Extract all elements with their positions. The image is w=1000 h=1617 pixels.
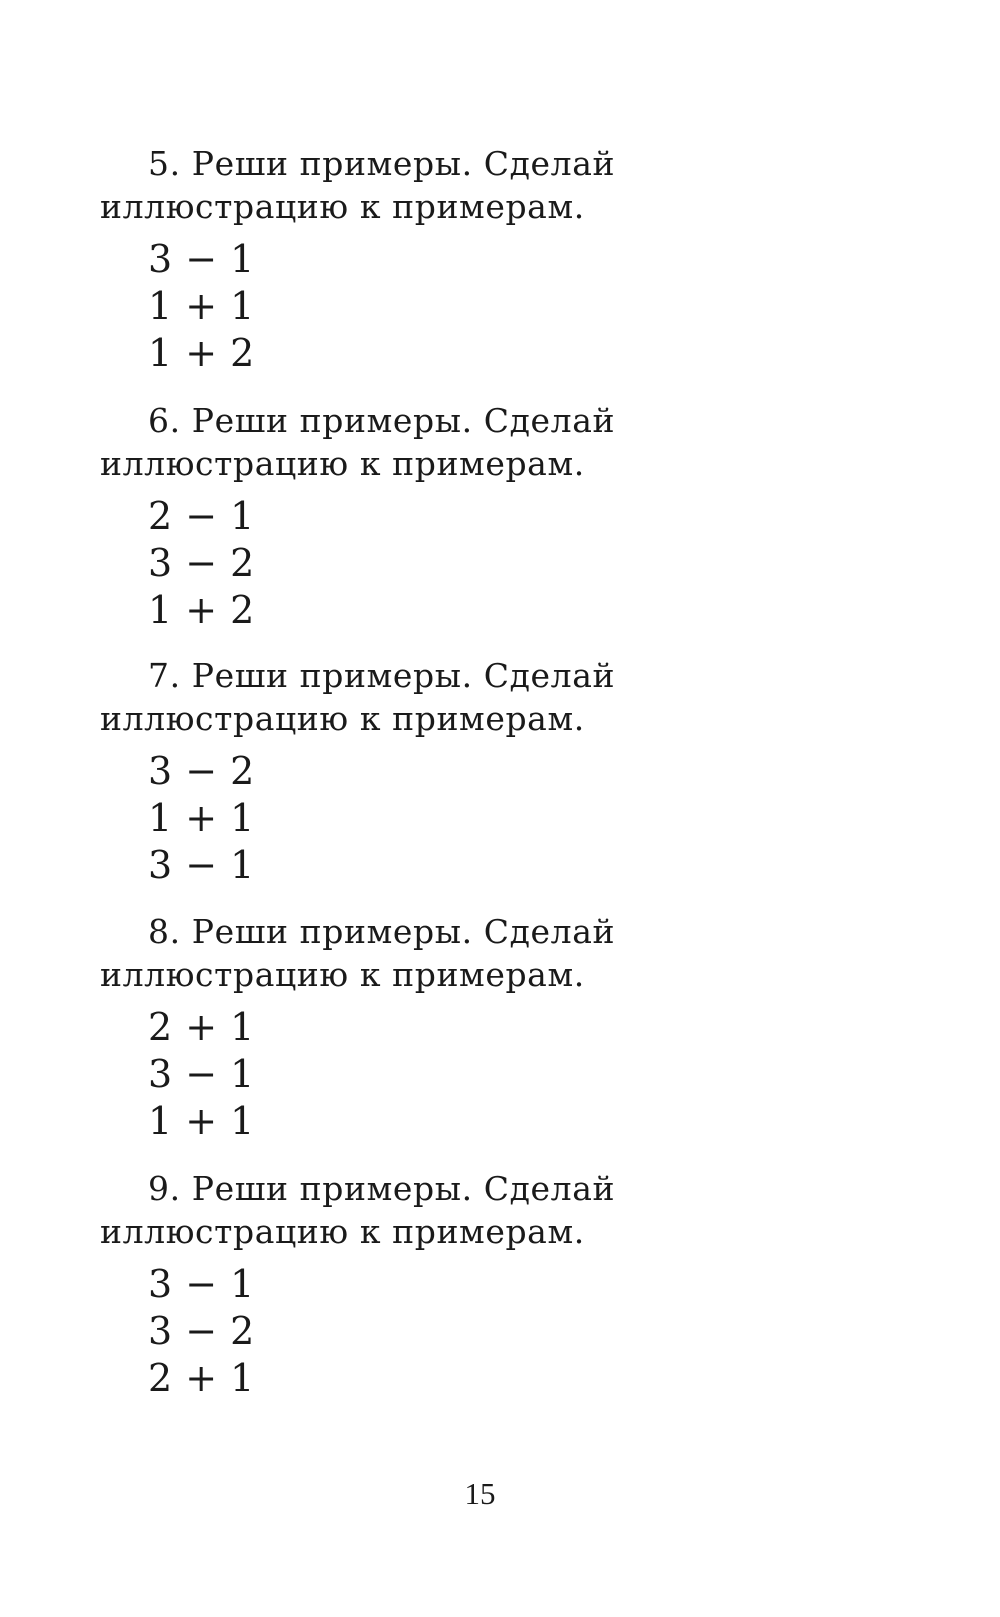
- math-example: 1 + 2: [148, 331, 255, 375]
- math-example: 3 − 1: [148, 1262, 255, 1306]
- task-instruction: 9. Реши примеры. Сделай иллюстрацию к примерам.: [100, 1169, 616, 1251]
- example-list: [0, 493, 1000, 634]
- task-instruction: 5. Реши примеры. Сделай иллюстрацию к примерам.: [100, 144, 616, 226]
- math-example: 3 − 2: [148, 541, 255, 585]
- page-number: 15: [464, 1476, 496, 1511]
- math-example: 3 − 2: [148, 1309, 255, 1353]
- example-list: [0, 748, 1000, 889]
- task-9: [0, 1167, 1000, 1402]
- task-7: [0, 654, 1000, 889]
- math-example: 1 + 1: [148, 1099, 255, 1143]
- math-example: 2 + 1: [148, 1005, 255, 1049]
- example-list: [0, 1261, 1000, 1402]
- task-5: [0, 142, 1000, 377]
- math-example: 1 + 2: [148, 588, 255, 632]
- math-example: 3 − 1: [148, 237, 255, 281]
- math-example: 1 + 1: [148, 796, 255, 840]
- task-instruction: 6. Реши примеры. Сделай иллюстрацию к примерам.: [100, 401, 616, 483]
- math-example: 3 − 2: [148, 749, 255, 793]
- task-instruction: 7. Реши примеры. Сделай иллюстрацию к примерам.: [100, 656, 616, 738]
- math-example: 2 − 1: [148, 494, 255, 538]
- math-example: 3 − 1: [148, 1052, 255, 1096]
- example-list: [0, 236, 1000, 377]
- example-list: [0, 1004, 1000, 1145]
- math-example: 2 + 1: [148, 1356, 255, 1400]
- task-8: [0, 910, 1000, 1145]
- math-example: 1 + 1: [148, 284, 255, 328]
- math-example: 3 − 1: [148, 843, 255, 887]
- task-instruction: 8. Реши примеры. Сделай иллюстрацию к примерам.: [100, 912, 616, 994]
- task-6: [0, 399, 1000, 634]
